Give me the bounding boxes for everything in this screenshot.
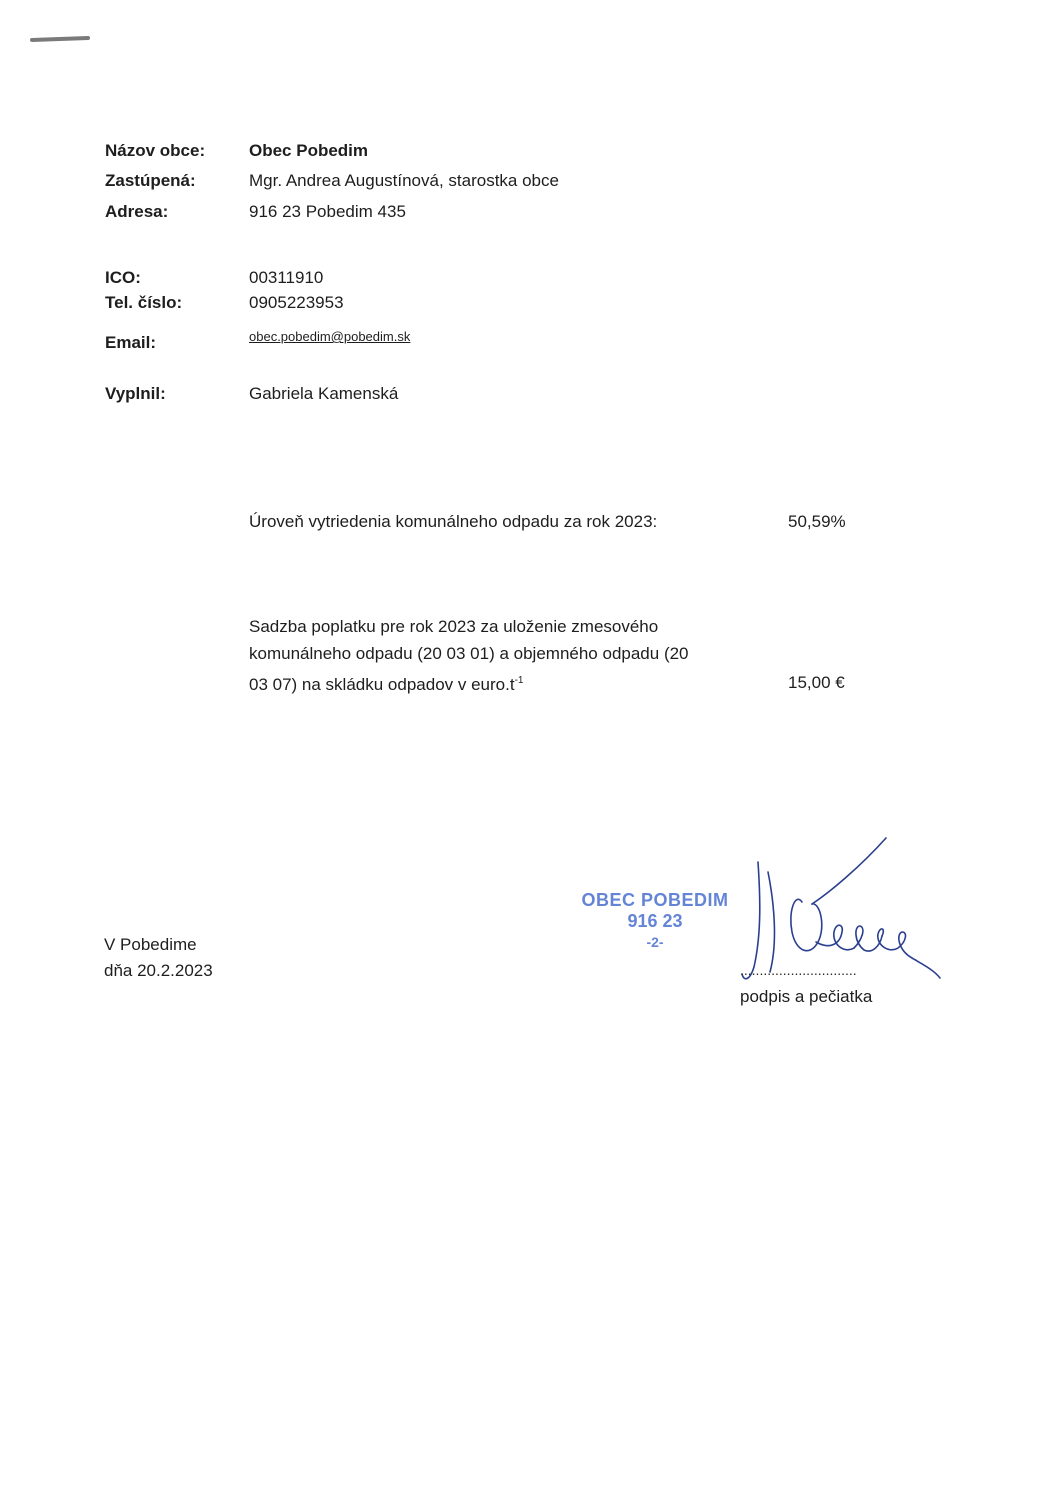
phone-value: 0905223953: [249, 293, 344, 312]
sorting-level-text: [249, 508, 749, 535]
stamp-line-1: OBEC POBEDIM: [581, 890, 729, 910]
fee-rate-unit-exponent: -1: [514, 675, 524, 686]
stamp-line-2: 916 23: [627, 911, 683, 931]
scan-mark: [30, 36, 90, 42]
ico-label: ICO:: [105, 268, 141, 287]
signature-dotted-line: ..............................: [740, 962, 857, 978]
municipality-label: Názov obce:: [105, 141, 206, 160]
phone-label: Tel. číslo:: [105, 293, 183, 312]
signature-caption: podpis a pečiatka: [740, 987, 873, 1006]
fee-rate-line-3: [249, 667, 749, 698]
address-value: 916 23 Pobedim 435: [249, 202, 406, 221]
stamp-line-3: -2-: [646, 934, 664, 950]
email-label: Email:: [105, 333, 157, 352]
official-stamp: [560, 890, 750, 970]
fee-rate-line-1: Sadzba poplatku pre rok 2023 za uloženie zmesového: [249, 617, 659, 636]
fee-rate-text: [249, 613, 749, 698]
fee-rate-value: 15,00 €: [788, 673, 845, 692]
municipality-value: Obec Pobedim: [249, 141, 369, 160]
date-text: dňa 20.2.2023: [104, 961, 213, 980]
place-text: V Pobedime: [104, 935, 197, 954]
email-value: obec.pobedim@pobedim.sk: [249, 329, 411, 344]
ico-value: 00311910: [249, 268, 324, 287]
filled-by-value: Gabriela Kamenská: [249, 384, 399, 403]
represented-value: Mgr. Andrea Augustínová, starostka obce: [249, 171, 559, 190]
address-label: Adresa:: [105, 202, 169, 221]
fee-rate-line-3-text: 03 07) na skládku odpadov v euro.t: [249, 675, 515, 694]
sorting-level-label: Úroveň vytriedenia komunálneho odpadu za rok 2023:: [249, 512, 658, 531]
represented-label: Zastúpená:: [105, 171, 196, 190]
sorting-level-value: 50,59%: [788, 512, 846, 531]
filled-by-label: Vyplnil:: [105, 384, 166, 403]
fee-rate-line-2: komunálneho odpadu (20 03 01) a objemného odpadu (20: [249, 644, 689, 663]
